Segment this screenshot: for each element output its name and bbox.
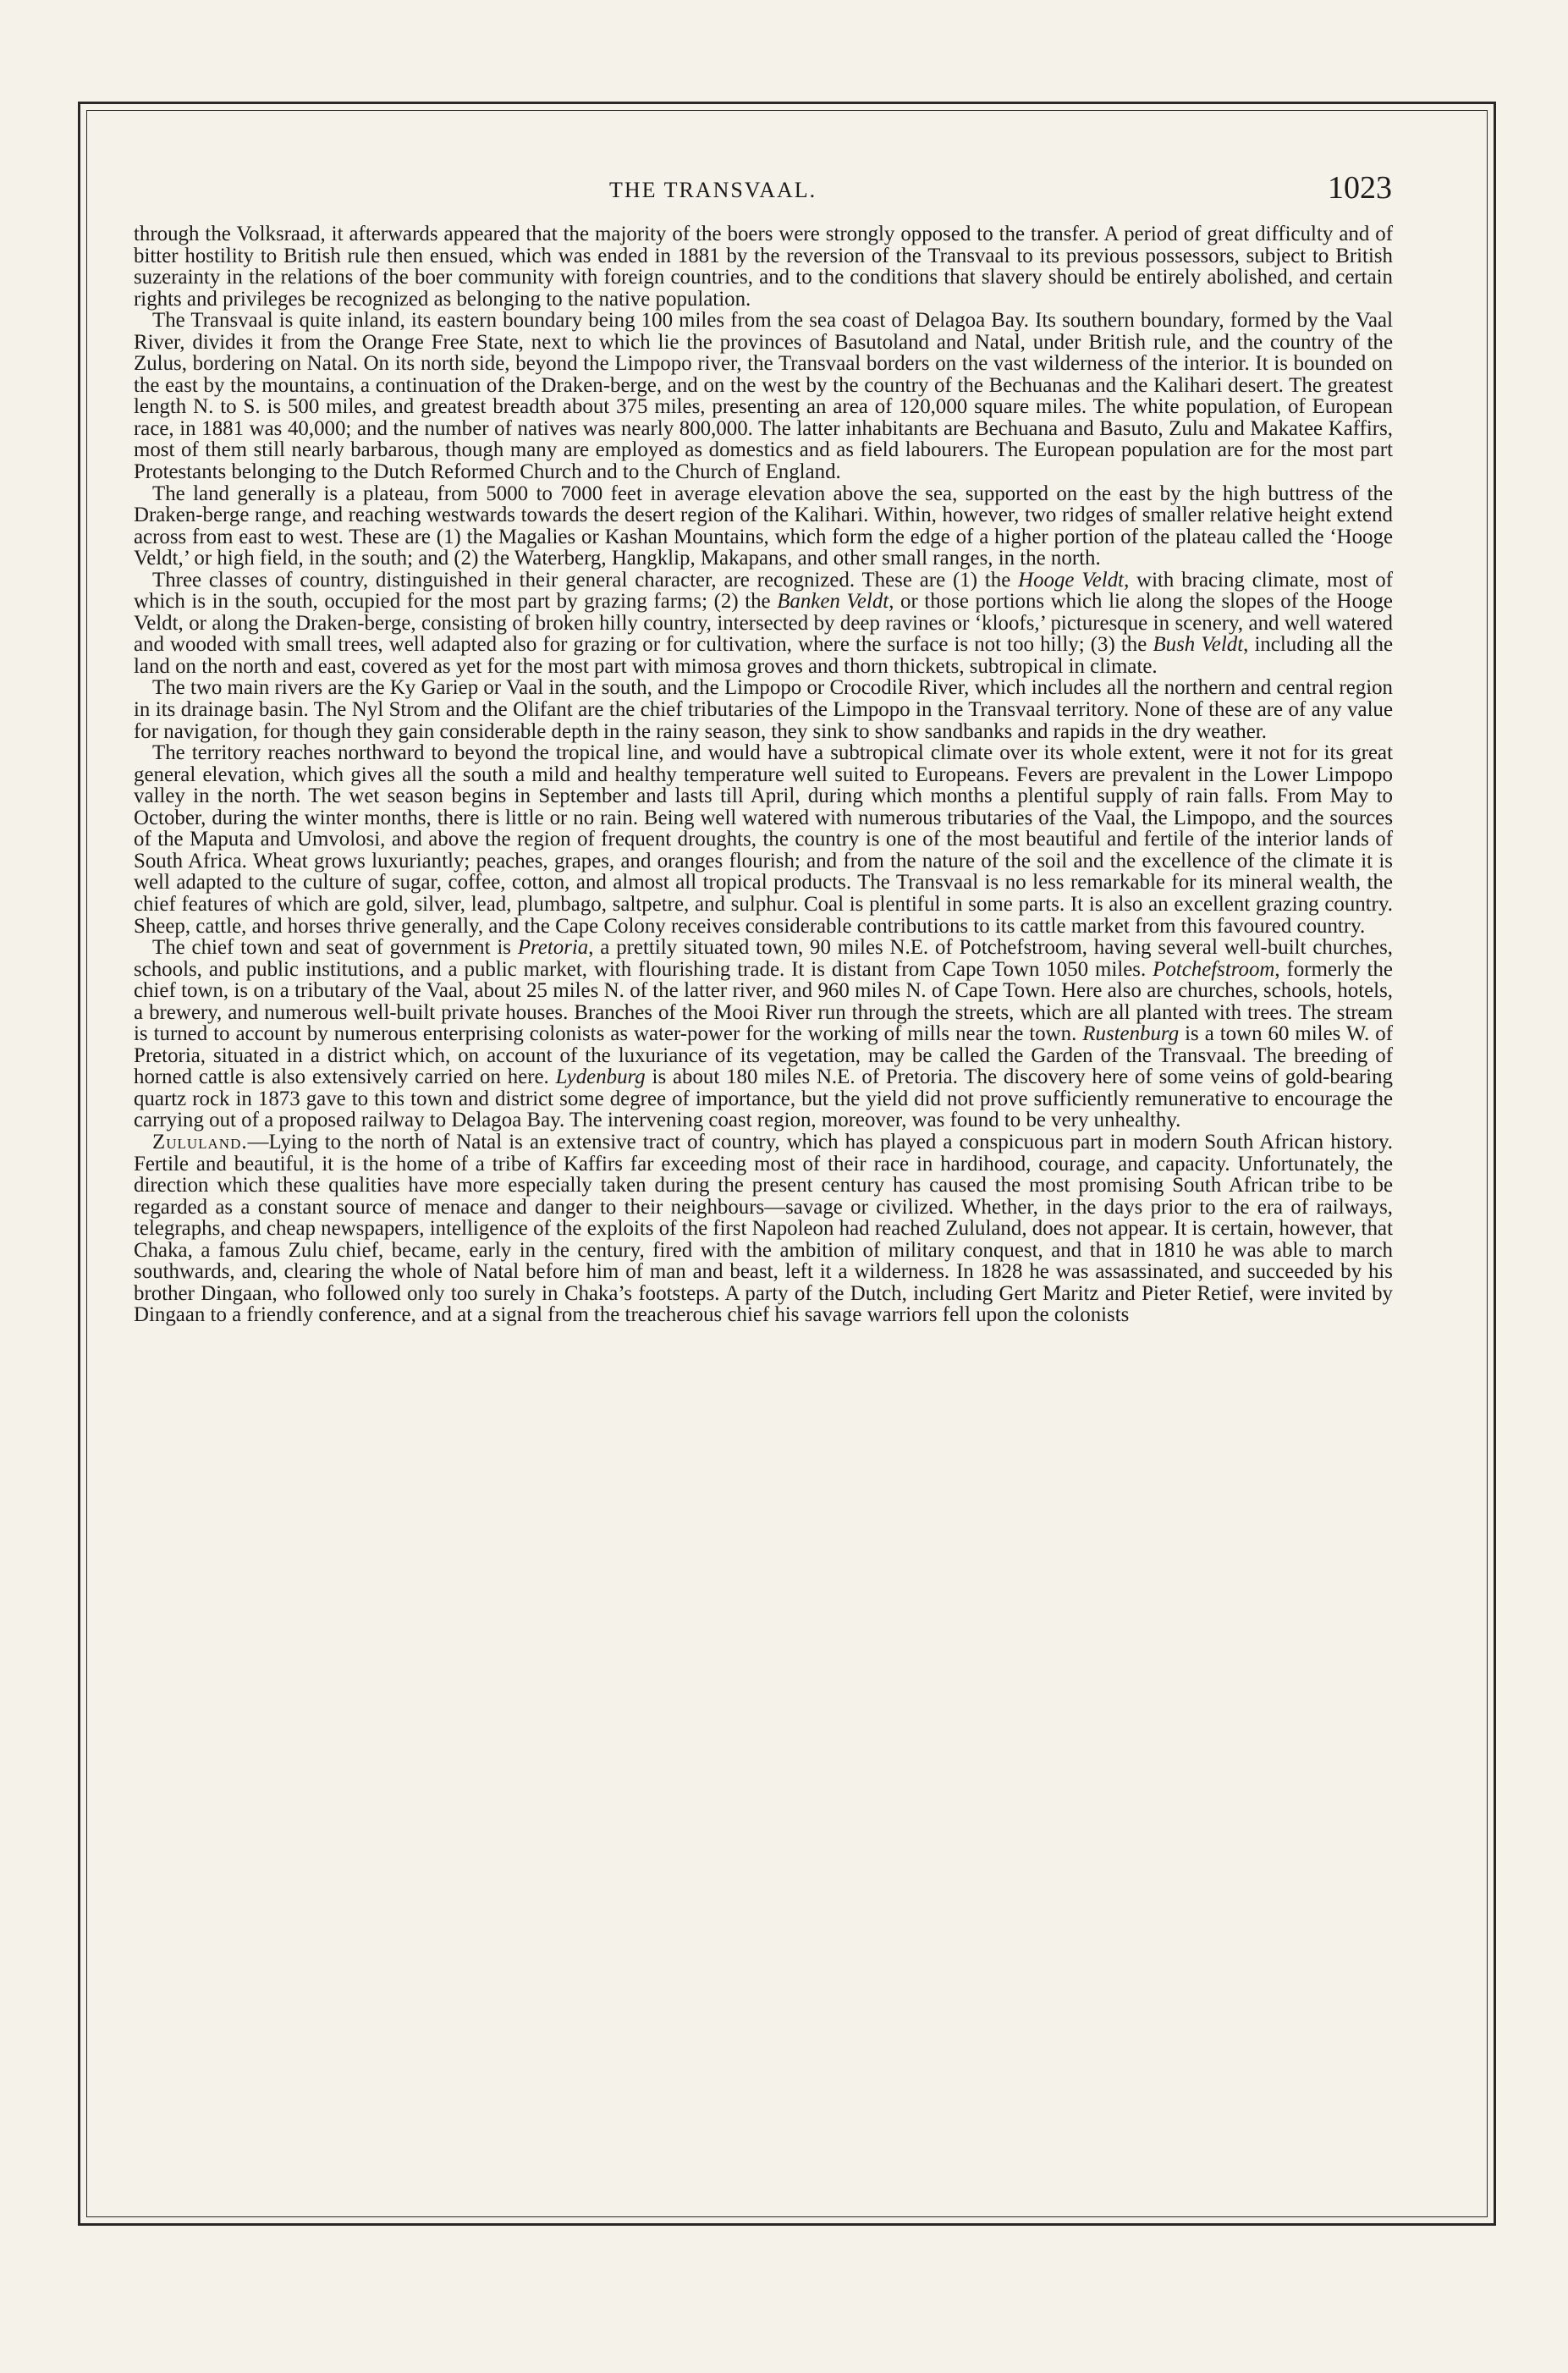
- paragraph-text: The land generally is a plateau, from 5000 to 7000 feet in average elevation above the sea, supported on the east by the high buttress of the Draken-berge range, and reaching westwards towards the desert region of the Kalihari. Within, however, two ridges of smaller relative height extend across from east to west. These are (1) the Magalies or Kashan Mountains, which form the edge of a higher portion of the plateau called the ‘Hooge Veldt,’ or high field, in the south; and (2) the Waterberg, Hangklip, Makapans, and other small ranges, in the north.: [134, 482, 1393, 570]
- section-lead: Zululand.: [152, 1130, 248, 1153]
- paragraph: [134, 937, 1393, 1131]
- paragraph: [134, 677, 1393, 742]
- paragraph: [134, 310, 1393, 482]
- paragraph-text: is a town 60 miles W. of Pretoria, situated in a district which, on account of the luxuriance of its vegetation, may be called the Garden of the Transvaal. The breeding of horned cattle is also extensively carried on here.: [134, 1022, 1393, 1089]
- paragraph-text: is about 180 miles N.E. of Pretoria. The discovery here of some veins of gold-bearing quartz rock in 1873 gave to this town and district some degree of importance, but the yield did not prove sufficiently remunerative to encourage the carrying out of a proposed railway to Delagoa Bay. The intervening coast region, moreover, was found to be very unhealthy.: [134, 1065, 1393, 1132]
- paragraph: [134, 1131, 1393, 1326]
- paragraph-text: , with bracing climate, most of which is in the south, occupied for the most part by grazing farms; (2) the: [134, 568, 1393, 614]
- italic-term: Lydenburg: [555, 1065, 646, 1089]
- italic-term: Banken Veldt: [777, 590, 889, 614]
- paragraph-text: The territory reaches northward to beyond the tropical line, and would have a subtropical climate over its whole extent, were it not for its great general elevation, which gives all the south a mild and healthy temperature well suited to Europeans. Fevers are prevalent in the Lower Limpopo valley in the north. The wet season begins in September and lasts till April, during which months a plentiful supply of rain falls. From May to October, during the winter months, there is little or no rain. Being well watered with numerous tributaries of the Vaal, the Limpopo, and the sources of the Maputa and Umvolosi, and above the region of frequent droughts, the country is one of the most beautiful and fertile of the interior lands of South Africa. Wheat grows luxuriantly; peaches, grapes, and oranges flourish; and from the nature of the soil and the excellence of the climate it is well adapted to the culture of sugar, coffee, cotton, and almost all tropical products. The Transvaal is no less remarkable for its mineral wealth, the chief features of which are gold, silver, lead, plumbago, saltpetre, and sulphur. Coal is plentiful in some parts. It is also an excellent grazing country. Sheep, cattle, and horses thrive generally, and the Cape Colony receives considerable contributions to its cattle market from this favoured country.: [134, 741, 1393, 938]
- paragraph-text: —Lying to the north of Natal is an extensive tract of country, which has played a conspicuous part in modern South African history. Fertile and beautiful, it is the home of a tribe of Kaffirs far exceeding most of their race in hardihood, courage, and capacity. Unfortunately, the direction which these qualities have more especially taken during the present century has caused the most promising South African tribe to be regarded as a constant source of menace and danger to their neighbours—savage or civilized. Whether, in the days prior to the era of railways, telegraphs, and cheap newspapers, intelligence of the exploits of the first Napoleon had reached Zululand, does not appear. It is certain, however, that Chaka, a famous Zulu chief, became, early in the century, fired with the ambition of military conquest, and that in 1810 he was able to march southwards, and, clearing the whole of Natal before him of man and beast, left it a wilderness. In 1828 he was assassinated, and succeeded by his brother Dingaan, who followed only too surely in Chaka’s footsteps. A party of the Dutch, including Gert Maritz and Pieter Retief, were invited by Dingaan to a friendly conference, and at a signal from the treacherous chief his savage warriors fell upon the colonists: [134, 1130, 1393, 1327]
- italic-term: Potchefstroom: [1153, 957, 1275, 981]
- paragraph: [134, 223, 1393, 310]
- paragraph: [134, 742, 1393, 937]
- italic-term: Pretoria: [517, 936, 589, 960]
- paragraph-text: through the Volksraad, it afterwards appeared that the majority of the boers were strongly opposed to the transfer. A period of great difficulty and of bitter hostility to British rule then ensued, which was ended in 1881 by the reversion of the Transvaal to its previous possessors, subject to British suzerainty in the relations of the boer community with foreign countries, and to the conditions that slavery should be entirely abolished, and certain rights and privileges be recognized as belonging to the native population.: [134, 223, 1393, 311]
- paragraph-text: The chief town and seat of government is: [152, 936, 518, 960]
- running-title: THE TRANSVAAL.: [609, 178, 817, 202]
- paragraph-text: The two main rivers are the Ky Gariep or Vaal in the south, and the Limpopo or Crocodile River, which includes all the northern and central region in its drainage basin. The Nyl Strom and the Olifant are the chief tributaries of the Limpopo in the Transvaal territory. None of these are of any value for navigation, for though they gain considerable depth in the rainy season, they sink to show sandbanks and rapids in the dry weather.: [134, 676, 1393, 743]
- paragraph-text: , formerly the chief town, is on a tributary of the Vaal, about 25 miles N. of the latter river, and 960 miles N. of Cape Town. Here also are churches, schools, hotels, a brewery, and numerous well-built private houses. Branches of the Mooi River run through the streets, which are all planted with trees. The stream is turned to account by numerous enterprising colonists as water-power for the working of mills near the town.: [134, 957, 1393, 1046]
- paragraph-text: , a prettily situated town, 90 miles N.E. of Potchefstroom, having several well-built churches, schools, and public institutions, and a public market, with flourishing trade. It is distant from Cape Town 1050 miles.: [134, 936, 1393, 981]
- italic-term: Hooge Veldt: [1018, 568, 1125, 592]
- article-body: [134, 223, 1393, 2161]
- page-number: 1023: [1328, 170, 1392, 206]
- paragraph: [134, 570, 1393, 678]
- paragraph-text: The Transvaal is quite inland, its eastern boundary being 100 miles from the sea coast of Delagoa Bay. Its southern boundary, formed by the Vaal River, divides it from the Orange Free State, next to which lie the provinces of Basutoland and Natal, under British rule, and the country of the Zulus, bordering on Natal. On its north side, beyond the Limpopo river, the Transvaal borders on the vast wilderness of the interior. It is bounded on the east by the mountains, a continuation of the Draken-berge, and on the west by the country of the Bechuanas and the Kalihari desert. The greatest length N. to S. is 500 miles, and greatest breadth about 375 miles, presenting an area of 120,000 square miles. The white population, of European race, in 1881 was 40,000; and the number of natives was nearly 800,000. The latter inhabitants are Bechuana and Basuto, Zulu and Makatee Kaffirs, most of them still nearly barbarous, though many are employed as domestics and as field labourers. The European population are for the most part Protestants belonging to the Dutch Reformed Church and to the Church of England.: [134, 309, 1393, 484]
- italic-term: Rustenburg: [1082, 1022, 1180, 1046]
- page-header: [127, 169, 1396, 212]
- paragraph-text: , or those portions which lie along the slopes of the Hooge Veldt, or along the Draken-berge, consisting of broken hilly country, intersected by deep ravines or ‘kloofs,’ picturesque in scenery, and well watered and wooded with small trees, well adapted also for grazing or for cultivation, where the surface is not too hilly; (3) the: [134, 590, 1393, 657]
- paragraph-text: Three classes of country, distinguished in their general character, are recognized. These are (1) the: [152, 568, 1019, 592]
- italic-term: Bush Veldt: [1153, 633, 1244, 657]
- paragraph-text: , including all the land on the north and east, covered as yet for the most part with mimosa groves and thorn thickets, subtropical in climate.: [134, 633, 1393, 678]
- paragraph: [134, 483, 1393, 570]
